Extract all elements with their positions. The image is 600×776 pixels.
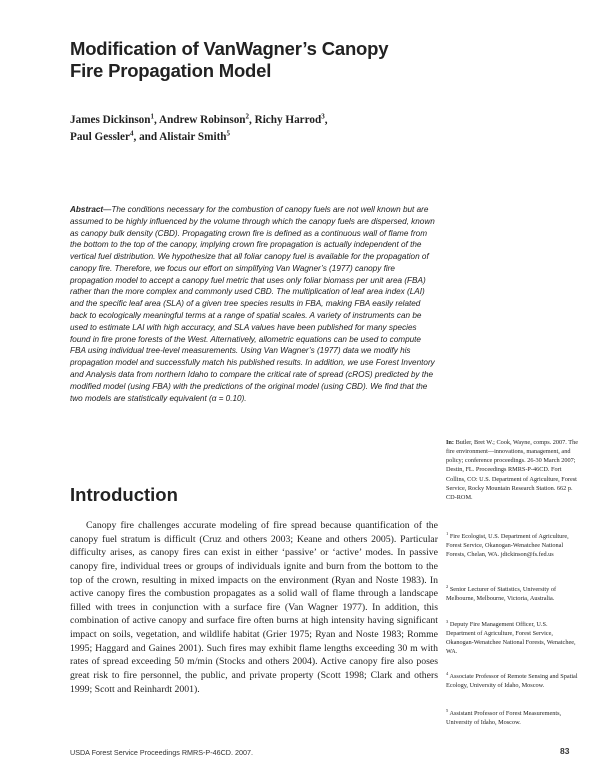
- author-2: Andrew Robinson$^2$,: [158, 112, 255, 126]
- author-1-affiliation-mark: 1: [150, 112, 154, 121]
- author-3-affiliation-mark: 3: [321, 112, 325, 121]
- paper-title: [70, 38, 470, 82]
- abstract-text: —The conditions necessary for the combustion of canopy fuels are not well known but are assumed to be highly influenced by the volume through which the canopy fuels are dispersed, known as canopy bulk density (CBD). Propagating crown fire is defined as a continuous wall of flame from the bottom to the top of the canopy, implying crown fire propagation is actually independent of the vertical fuel distribution. We hypothesize that all foliar canopy fuel is available for the propagation of canopy fire. Therefore, we focus our effort on simplifying Van Wagner’s (1977) canopy fire propagation model to accept a canopy fuel metric that uses only foliar biomass per unit area (FBA) rather than the more complex and commonly used CBD. The multiplication of leaf area index (LAI) and the specific leaf area (SLA) of a given tree species results in FBA, making FBA easily related back to ecologically meaningful terms at a range of spatial scales. A variety of instruments can be used to estimate LAI with high accuracy, and SLA values have been published for many species found in fire prone forests of the West. Alternatively, allometric equations can be used to compute FBA using individual tree-level measurements. Using Van Wagner’s (1977) data we modify his propagation model and successfully match his published results. In addition, we use Forest Inventory and Analysis data from northern Idaho to compare the critical rate of spread (cROS) predicted by the modified model (using FBA) with the predictions of the original model (using CBD). We find that the two models are statistically equivalent (α = 0.10).: [70, 205, 435, 403]
- author-4-affiliation-mark: 4: [129, 128, 134, 137]
- affiliation-1-number: 1: [446, 530, 449, 536]
- affiliation-4-number: 4: [446, 670, 449, 676]
- author-3: Richy Harrod$^3$,: [254, 112, 328, 126]
- author-list: [70, 112, 430, 145]
- footer-source: USDA Forest Service Proceedings RMRS-P-46CD. 2007.: [70, 748, 253, 757]
- affiliation-3-number: 3: [446, 618, 449, 624]
- abstract: [70, 204, 438, 404]
- citation-text: Butler, Bret W.; Cook, Wayne, comps. 2007. The fire environment—innovations, management, and policy; conference proceedings. 26-30 March 2007; Destin, FL. Proceedings RMRS-P-46CD. Fort Collins, CO: U.S. Department of Agriculture, Forest Service, Rocky Mountain Research Station. 662 p. CD-ROM.: [446, 439, 579, 501]
- introduction-paragraph: Canopy fire challenges accurate modeling of fire spread because quantification of the canopy fuel stratum is difficult (Cruz and others 2003; Keane and others 2005). Particular difficulty arises, as canopy fires can exist in either ‘passive’ or ‘active’ modes. In passive canopy fire, individual trees or groups of individuals ignite and burn from the bottom to the top of the crown, resulting in mixed impacts on the environment (Ryan and Noste 1983). In active canopy fires the combustion propagates as a solid wall of flame through a landscape filled with trees in conjunction with a surface fire (Van Wagner 1977). In addition, this combination of active canopy and surface fire often burns at high intensity having significant impact on soils, vegetation, and wildlife habitat (Grier 1975; Ryan and Noste 1983; Romme 1995; Haggard and Gaines 2001). Such fires may exhibit flame lengths exceeding 30 m with rates of spread exceeding 50 m/min (Stocks and others 2004). Active canopy fire also poses great risk to fire personnel, the public, and private property (Scott 1998; Clark and others 1999; Scott and Reinhardt 2001).: [70, 520, 438, 695]
- citation-label: In:: [446, 439, 454, 446]
- page-number: 83: [560, 746, 570, 756]
- author-5-affiliation-mark: 5: [226, 128, 231, 137]
- affiliation-5-text: Assistant Professor of Forest Measurements, University of Idaho, Moscow.: [446, 710, 562, 727]
- author-4: Paul Gessler$^4$, and: [70, 128, 160, 143]
- affiliation-1-text: Fire Ecologist, U.S. Department of Agriculture, Forest Service, Okanogan-Wenatchee National Forests, Chelan, WA. jdickinson@fs.fed.us: [446, 533, 569, 559]
- affiliation-4-text: Associate Professor of Remote Sensing and Spatial Ecology, University of Idaho, Moscow.: [446, 673, 578, 690]
- author-5: Alistair Smith$^5$: [159, 128, 231, 143]
- affiliation-3-text: Deputy Fire Management Officer, U.S. Department of Agriculture, Forest Service, Okanogan-Wenatchee National Forests, Wenatchee, WA.: [446, 621, 576, 656]
- title-line-1: Modification of VanWagner’s Canopy: [70, 38, 389, 59]
- affiliation-5-number: 5: [446, 707, 449, 713]
- citation-note: [446, 438, 578, 502]
- author-1: James Dickinson$^1$,: [70, 112, 159, 126]
- affiliation-note-1: [446, 532, 578, 559]
- title-line-2: Fire Propagation Model: [70, 60, 272, 81]
- affiliation-2-number: 2: [446, 583, 449, 589]
- introduction-heading: Introduction: [70, 484, 178, 505]
- abstract-label: Abstract: [70, 205, 104, 214]
- affiliation-note-5: [446, 709, 578, 727]
- author-2-affiliation-mark: 2: [245, 112, 250, 121]
- affiliation-note-4: [446, 672, 578, 690]
- affiliation-2-text: Senior Lecturer of Statistics, University of Melbourne, Melbourne, Victoria, Australia.: [446, 586, 557, 603]
- affiliation-note-2: [446, 585, 578, 603]
- affiliation-note-3: [446, 620, 578, 657]
